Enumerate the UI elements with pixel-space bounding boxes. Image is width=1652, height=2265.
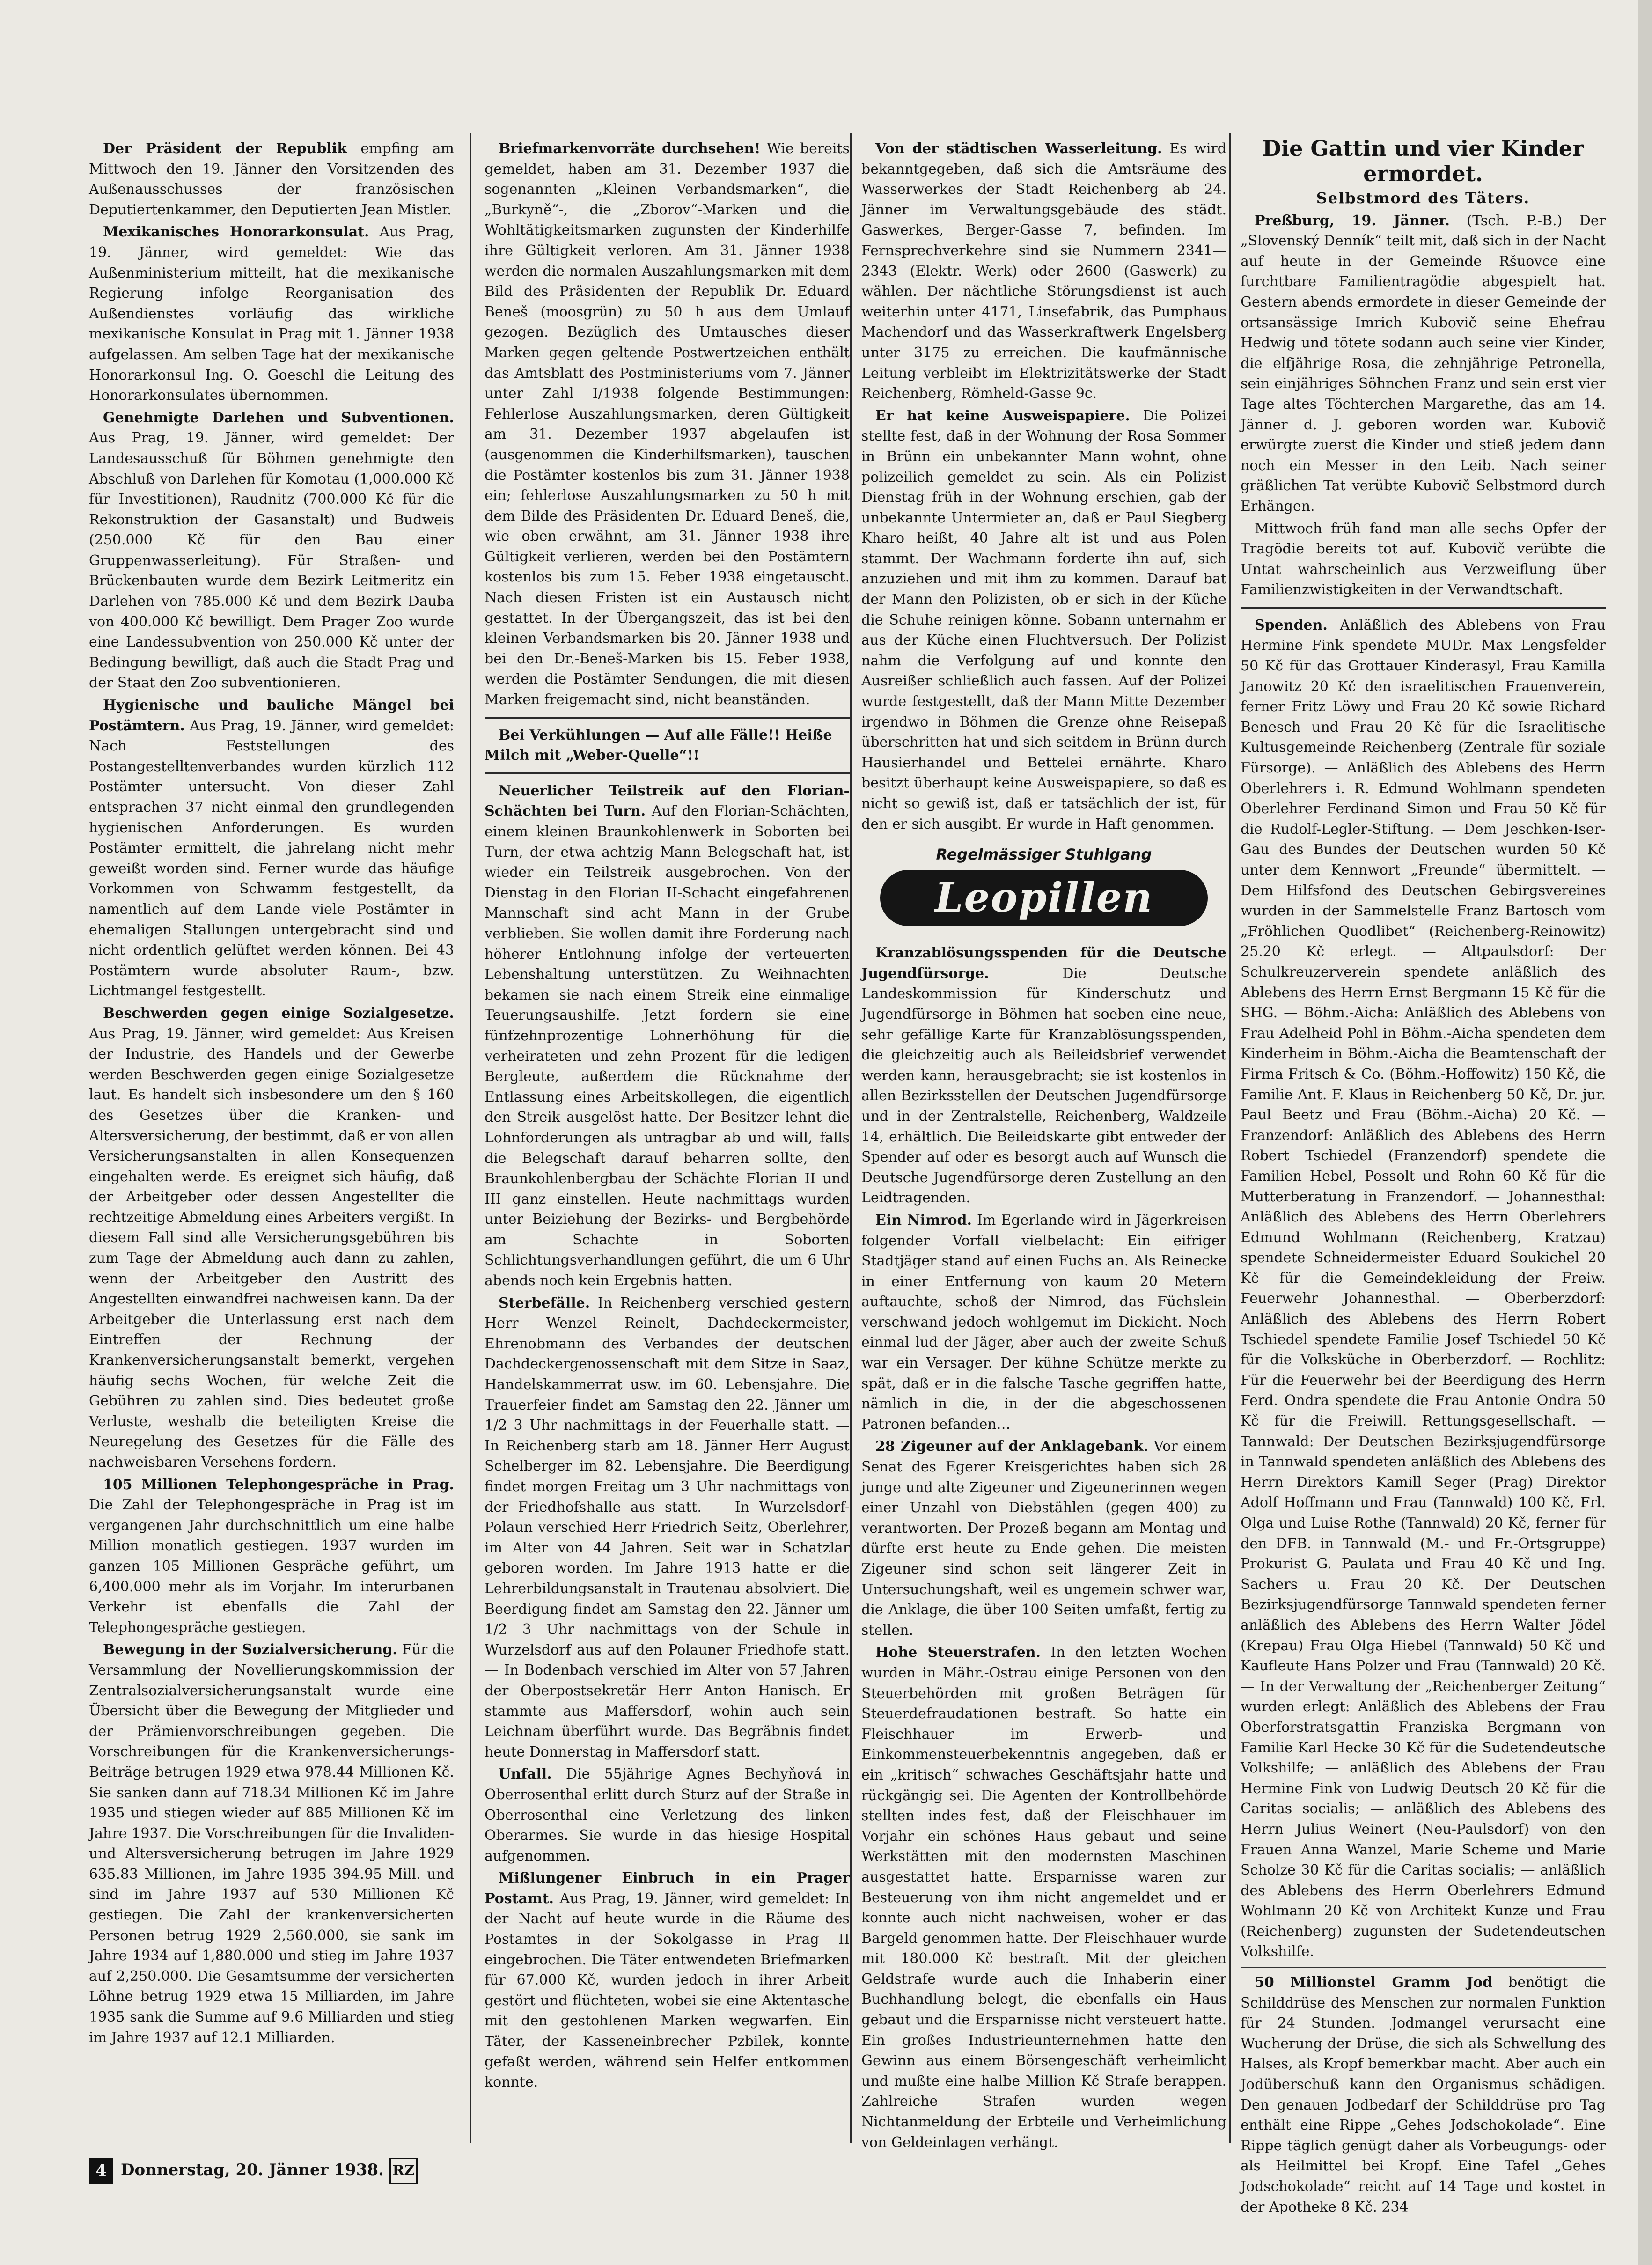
article <box>89 222 454 405</box>
article <box>861 406 1226 834</box>
article-headline: Spenden. <box>1255 617 1328 633</box>
column-4 <box>1241 136 1606 2215</box>
article-headline: 28 Zigeuner auf der Anklagebank. <box>875 1438 1149 1455</box>
advertisement-note: Bei Verkühlungen — Auf alle Fälle!! Heiße Milch mit „Weber-Quelle“!! <box>485 727 832 764</box>
article <box>89 1475 454 1638</box>
article <box>1241 1972 1606 2217</box>
ad-code: 234 <box>1381 2199 1409 2215</box>
article-headline: 50 Millionstel Gramm Jod <box>1255 1974 1493 1991</box>
article-body: Für die Versammlung der Novellierungskommission der Zentralsozialversicherungsanstalt wurde eine Übersicht über die Bewegung der Mitglieder und der Prämienvorschreibungen gegeben. Die Vorschreibungen für die Krankenversicherungs-Beiträge betrugen 1929 etwa 978.44 Millionen Kč. Sie sanken dann auf 718.34 Millionen Kč im Jahre 1935 und stiegen wieder auf 885 Millionen Kč im Jahre 1937. Die Vorschreibungen für die Invaliden- und Altersversicherung betrugen im Jahre 1929 635.83 Millionen, im Jahre 1935 394.95 Mill. und sind im Jahre 1937 auf 530 Millionen Kč gestiegen. Die Zahl der krankenversicherten Personen betrug 1929 2,560.000, sie sank im Jahre 1934 auf 1,880.000 und stieg im Jahre 1937 auf 2,250.000. Die Gesamtsumme der versicherten Löhne betrug 1929 etwa 15 Milliarden, im Jahre 1935 sank die Summe auf 9.6 Milliarden und stieg im Jahre 1937 auf 12.1 Milliarden. <box>89 1641 454 2046</box>
column-rule <box>470 133 471 2143</box>
page-footer <box>89 2156 473 2184</box>
article-headline: Neuerlicher Teilstreik auf den Florian-Schächten bei Turn. <box>485 782 850 820</box>
article-body: Es wird bekanntgegeben, daß sich die Amtsräume des Wasserwerkes der Stadt Reichenberg ab 24. Jänner im Verwaltungsgebäude des städt. Gaswerkes, Berger-Gasse 7, befinden. Im Fernsprechverkehre sind sie Nummern 2341—2343 (Elektr. Werk) oder 2600 (Gaswerk) zu wählen. Der nächtliche Störungsdienst ist auch weiterhin unter 4171, Linsefabrik, das Pumphaus Machendorf und das Wasserkraftwerk Engelsberg unter 3175 zu erreichen. Die kaufmännische Leitung verbleibt im Elektrizitätswerke der Stadt Reichenberg, Römheld-Gasse 9c. <box>861 140 1226 402</box>
article-headline: Ein Nimrod. <box>875 1212 972 1228</box>
article-body: Auf den Florian-Schächten, einem kleinen Braunkohlenwerk in Soborten bei Turn, der etwa achtzig Mann Belegschaft hat, ist wieder ein Teilstreik ausgebrochen. Von der Dienstag in den Florian II-Schacht eingefahrenen Mannschaft sind acht Mann in der Grube verblieben. Sie wollen damit ihre Forderung nach höherer Entlohnung infolge der verteuerten Lebenshaltung unterstützen. Zu Weihnachten bekamen sie nach einem Streik eine einmalige Teuerungsaushilfe. Jetzt fordern sie eine fünfzehnprozentige Lohnerhöhung für die verheirateten und zehn Prozent für die ledigen Bergleute, außerdem die Rücknahme der Entlassung eines Arbeitskollegen, die eigentlich den Streik ausgelöst hatte. Der Besitzer lehnt die Lohnforderungen als untragbar ab und will, falls die Belegschaft darauf beharren sollte, den Braunkohlenbergbau der Schächte Florian II und III ganz einstellen. Heute nachmittags wurden unter Beiziehung der Bezirks- und Bergbehörde am Schachte in Soborten Schlichtungsverhandlungen geführt, die um 6 Uhr abends noch kein Ergebnis hatten. <box>485 803 850 1289</box>
divider <box>485 717 850 719</box>
page-edge <box>1638 0 1652 2265</box>
article-body: Im Egerlande wird in Jägerkreisen folgender Vorfall vielbelacht: Ein eifriger Stadtjäger stand auf einen Fuchs an. Als Reinecke in einer Entfernung von kaum 20 Metern auftauchte, schoß der Nimrod, das Füchslein verschwand jedoch wohlgemut im Dickicht. Noch einmal lud der Jäger, aber auch der zweite Schuß war ein Versager. Der kühne Schütze merkte zu spät, daß er in die falsche Tasche gegriffen hatte, nämlich in die, in der die abgeschossenen Patronen befanden… <box>861 1212 1226 1433</box>
article <box>89 1640 454 2048</box>
article <box>89 1003 454 1473</box>
article-body: empfing am Mittwoch den 19. Jänner den Vorsitzenden des Außenausschusses der französischen Deputiertenkammer, den Deputierten Jean Mistler. <box>89 140 454 218</box>
article-body: In Reichenberg verschied gestern Herr Wenzel Reinelt, Dachdeckermeister, Ehrenobmann des Verbandes der deutschen Dachdeckergenossenschaft mit dem Sitze in Saaz, Handelskammerrat usw. im 60. Lebensjahre. Die Trauerfeier findet am Samstag den 22. Jänner um 1/2 3 Uhr nachmittags in der Feuerhalle statt. — In Reichenberg starb am 18. Jänner Herr August Schelberger im 82. Lebensjahre. Die Beerdigung findet morgen Freitag um 3 Uhr nachmittags von der Friedhofshalle aus statt. — In Wurzelsdorf-Polaun verschied Herr Friedrich Seitz, Oberlehrer, im Alter von 44 Jahren. Seit war in Schatzlar geboren worden. Im Jahre 1913 hatte er die Lehrerbildungsanstalt in Trautenau absolviert. Die Beerdigung findet am Samstag den 22. Jänner um 1/2 3 Uhr nachmittags von der Schule in Wurzelsdorf aus auf den Polauner Friedhofe statt. — In Bodenbach verschied im Alter von 57 Jahren der Oberpostsekretär Herr Anton Hanisch. Er stammte aus Maffersdorf, wohin auch sein Leichnam überführt wurde. Das Begräbnis findet heute Donnerstag in Maffersdorf statt. <box>485 1294 850 1760</box>
article <box>485 1293 850 1763</box>
divider <box>1241 607 1606 609</box>
article <box>485 1868 850 2093</box>
article <box>861 1210 1226 1435</box>
article-body: (Tsch. P.-B.) Der „Slovenský Denník“ teilt mit, daß sich in der Nacht auf heute in der Gemeinde Ršuovce eine furchtbare Familientragödie abgespielt hat. Gestern abends ermordete in dieser Gemeinde der ortsansässige Imrich Kubovič seine Ehefrau Hedwig und tötete sodann auch seine vier Kinder, die elfjährige Rosa, die zehnjährige Petronella, sein einjähriges Söhnchen Franz und sein erst vier Tage altes Töchterchen Margarethe, das am 14. Jänner d. J. geboren worden war. Kubovič erwürgte zuerst die Kinder und stieß jedem dann noch ein Messer in den Leib. Nach seiner gräßlichen Tat verübte Kubovič Selbstmord durch Erhängen. <box>1241 212 1606 515</box>
article-headline: Hygienische und bauliche Mängel bei Postämtern. <box>89 697 454 734</box>
article-body: Die 55jährige Agnes Bechyňová in Oberrosenthal erlitt durch Sturz auf der Straße in Oberrosenthal eine Verletzung des linken Oberarmes. Sie wurde in das hiesige Hospital aufgenommen. <box>485 1766 850 1864</box>
article-body: In den letzten Wochen wurden in Mähr.-Ostrau einige Personen von den Steuerbehörden mit großen Beträgen für Steuerdefraudationen bestraft. So hatte ein Fleischhauer im Erwerb- und Einkommensteuerbekenntnis angegeben, daß er ein „kritisch“ schwaches Geschäftsjahr hatte und rückgängig sei. Die Agenten der Kontrollbehörde stellten indes fest, daß der Fleischhauer im Vorjahr ein schönes Haus gebaut und seine Werkstätten mit den modernsten Maschinen ausgestattet hatte. Ersparnisse waren zur Besteuerung von ihm nicht angemeldet und er konnte auch nicht nachweisen, woher er das Bargeld genommen hatte. Der Fleischhauer wurde mit 180.000 Kč bestraft. Mit der gleichen Geldstrafe wurde auch die Inhaberin einer Buchhandlung belegt, die ebenfalls ein Haus gebaut und die Ersparnisse nicht versteuert hatte. Ein großes Industrieunternehmen hatte den Gewinn aus einem Börsengeschäft verheimlicht und mußte eine halbe Million Kč Strafe berappen. Zahlreiche Strafen wurden wegen Nichtanmeldung der Erbteile und Verheimlichung von Geldeinlagen verhängt. <box>861 1644 1226 2151</box>
article <box>89 695 454 1001</box>
article-headline: Unfall. <box>499 1766 552 1783</box>
article-body: Anläßlich des Ablebens von Frau Hermine Fink spendete MUDr. Max Lengsfelder 50 Kč für das Grottauer Kinderasyl, Frau Kamilla Janowitz 20 Kč den israelitischen Frauenverein, ferner Fritz Löwy und Frau 20 Kč sowie Richard Benesch und Frau 20 Kč für die Israelitische Kultusgemeinde Reichenberg (Zentrale für soziale Fürsorge). — Anläßlich des Ablebens des Herrn Oberlehrers i. R. Edmund Wohlmann spendeten Oberlehrer Ferdinand Simon und Frau 50 Kč für die Rudolf-Legler-Stiftung. — Dem Jeschken-Iser-Gau des Bundes der Deutschen wurden 50 Kč unter dem Kennwort „Freunde“ übermittelt. — Dem Hilfsfond des Deutschen Gebirgsvereines wurden in der Sammelstelle Franz Bartosch vom „Fröhlichen Quodlibet“ (Reichenberg-Reinowitz) 25.20 Kč erlegt. — Altpaulsdorf: Der Schulkreuzerverein spendete anläßlich des Ablebens des Herrn Ernst Bergmann 15 Kč für die SHG. — Böhm.-Aicha: Anläßlich des Ablebens von Frau Adelheid Pohl in Böhm.-Aicha spendeten dem Kinderheim in Böhm.-Aicha die Beamtenschaft der Firma Fritsch & Co. (Böhm.-Hoffowitz) 150 Kč, die Familie Ant. F. Klaus in Reichenberg 50 Kč, Dr. jur. Paul Beetz und Frau (Böhm.-Aicha) 20 Kč. — Franzendorf: Anläßlich des Ablebens des Herrn Robert Tschiedel (Franzendorf) spendete die Familien Hebel, Possolt und Rohn 60 Kč für die Mutterberatung in Franzendorf. — Johannesthal: Anläßlich des Ablebens des Herrn Oberlehrers Edmund Wohlmann (Reichenberg, Kratzau) spendete Schneidermeister Eduard Soukichel 20 Kč für die Gemeindekleidung der Freiw. Feuerwehr Johannesthal. — Oberberzdorf: Anläßlich des Ablebens des Herrn Robert Tschiedel spendete Familie Josef Tschiedel 50 Kč für die Volksküche in Oberberzdorf. — Rochlitz: Für die Feuerwehr bei der Beerdigung des Herrn Ferd. Ondra spendete die Frau Antonie Ondra 50 Kč für die Freiwill. Rettungsgesellschaft. — Tannwald: Der Deutschen Bezirksjugendfürsorge in Tannwald spendeten anläßlich des Ablebens des Herrn Direktors Kamill Seger (Prag) Direktor Adolf Hoffmann und Frau (Tannwald) 100 Kč, Frl. Olga und Luise Rothe (Tannwald) 20 Kč, ferner für den DFB. in Tannwald (M.- und Fr.-Ortsgruppe) Prokurist G. Paulata und Frau 40 Kč und Ing. Sachers u. Frau 20 Kč. Der Deutschen Bezirksjugendfürsorge Tannwald spendeten ferner anläßlich des Ablebens des Herrn Walter Jödel (Krepau) Frau Olga Hiebel (Tannwald) 50 Kč und Kaufleute Hans Polzer und Frau (Tannwald) 20 Kč. — In der Verwaltung der „Reichenberger Zeitung“ wurden erlegt: Anläßlich des Ablebens der Frau Oberforstratsgattin Franziska Bergmann von Familie Karl Hecke 30 Kč für die Sudetendeutsche Volkshilfe; — anläßlich des Ablebens der Frau Hermine Fink von Ludwig Deutsch 20 Kč für die Caritas socialis; — anläßlich des Ablebens des Herrn Julius Weinert (Neu-Paulsdorf) von den Frauen Anna Wanzel, Marie Scheme und Marie Scholze 30 Kč für die Caritas socialis; — anläßlich des Ablebens des Herrn Oberlehrers Edmund Wohlmann 20 Kč von Architekt Kunze und Frau (Reichenberg) zugunsten der Sudetendeutschen Volkshilfe. <box>1241 617 1606 1960</box>
column-rule <box>850 133 852 2143</box>
page-number: 4 <box>89 2158 113 2184</box>
article-headline: Hohe Steuerstrafen. <box>875 1644 1041 1661</box>
article-body: Aus Prag, 19. Jänner, wird gemeldet: Der Landesausschuß für Böhmen genehmigte den Abschluß von Darlehen für Komotau (1,000.000 Kč für Investitionen), Raudnitz (700.000 Kč für die Rekonstruktion der Gasanstalt) und Budweis (250.000 Kč für den Bau einer Gruppenwasserleitung). Für Straßen- und Brückenbauten wurde dem Bezirk Leitmeritz ein Darlehen von 785.000 Kč und dem Bezirk Dauba von 400.000 Kč bewilligt. Dem Prager Zoo wurde eine Landessubvention von 250.000 Kč unter der Bedingung bewilligt, daß auch die Stadt Prag und der Staat den Zoo subventionieren. <box>89 430 454 691</box>
article-headline: Genehmigte Darlehen und Subventionen. <box>103 409 454 426</box>
article-body: benötigt die Schilddrüse des Menschen zur normalen Funktion für 24 Stunden. Jodmangel verursacht eine Wucherung der Drüse, die sich als Schwellung des Halses, als Kropf bemerkbar macht. Aber auch ein Jodüberschuß kann den Organismus schädigen. Den genauen Jodbedarf der Schilddrüse pro Tag enthält eine Rippe „Gehes Jodschokolade“. Eine Rippe täglich genügt daher als Vorbeugungs- oder als Heilmittel bei Kropf. Eine Tafel „Gehes Jodschokolade“ reicht auf 14 Tage und kostet in der Apotheke 8 Kč. <box>1241 1974 1606 2215</box>
sub-headline: Selbstmord des Täters. <box>1316 189 1530 207</box>
column-rule <box>1229 133 1231 2143</box>
article-headline: Kranzablösungsspenden für die Deutsche Jugendfürsorge. <box>861 945 1226 982</box>
article <box>861 139 1226 404</box>
article <box>485 139 850 710</box>
main-headline: Die Gattin und vier Kinder ermordet. <box>1262 136 1584 186</box>
issue-date: Donnerstag, 20. Jänner 1938. <box>121 2161 384 2179</box>
article-paragraph: Mittwoch früh fand man alle sechs Opfer der Tragödie bereits tot auf. Kubovič verübte die Untat wahrscheinlich aus Verzweiflung über Familienzwistigkeiten in der Verwandtschaft. <box>1241 520 1606 598</box>
article <box>1241 211 1606 517</box>
ad-tagline: Regelmässiger Stuhlgang <box>936 846 1152 864</box>
leopillen-advertisement <box>866 845 1222 934</box>
article-headline: Sterbefälle. <box>499 1294 590 1311</box>
article <box>861 1436 1226 1640</box>
article-headline: Mißlungener Einbruch in ein Prager Postamt. <box>485 1870 850 1907</box>
article-headline: Mexikanisches Honorarkonsulat. <box>103 224 369 241</box>
article-body: Die Zahl der Telephongespräche in Prag ist im vergangenen Jahr durchschnittlich um eine halbe Million monatlich gestiegen. 1937 wurden im ganzen 105 Millionen Gespräche geführt, um 6,400.000 mehr als im Vorjahr. Im interurbanen Verkehr ist ebenfalls die Zahl der Telephongespräche gestiegen. <box>89 1497 454 1636</box>
article-headline: 105 Millionen Telephongespräche in Prag. <box>103 1476 454 1493</box>
column-3 <box>861 136 1226 2151</box>
column-2 <box>485 136 850 2148</box>
article-headline: Bewegung in der Sozialversicherung. <box>103 1641 397 1658</box>
article <box>861 1642 1226 2153</box>
article-headline: Beschwerden gegen einige Sozialgesetze. <box>103 1005 454 1022</box>
article-headline: Der Präsident der Republik <box>103 140 347 157</box>
article-headline: Briefmarkenvorräte durchsehen! <box>499 140 761 157</box>
article-body: Aus Prag, 19. Jänner, wird gemeldet: Aus Kreisen der Industrie, des Handels und der Gewerbe werden Beschwerden gegen einige Sozialgesetze laut. Es handelt sich insbesondere um den § 160 des Gesetzes über die Kranken- und Altersversicherung, der bestimmt, daß er von allen Versicherungsanstalten in allen Konsequenzen eingehalten werde. Es ereignet sich häufig, daß der Arbeitgeber oder dessen Angestellter die rechtzeitige Abmeldung eines Arbeiters vergißt. In diesem Fall sind alle Versicherungsgebühren bis zum Tage der Abmeldung auch dann zu zahlen, wenn der Arbeitgeber den Austritt des Angestellten einwandfrei nachweisen kann. Da der Arbeitgeber die Unterlassung erst nach dem Eintreffen der Rechnung der Krankenversicherungsanstalt bemerkt, vergehen häufig sechs Wochen, für welche Zeit die Gebühren zu zahlen sind. Dies bedeutet große Verluste, weshalb die beteiligten Kreise die Neuregelung des Gesetzes für die Fälle des nachweisbaren Versehens fordern. <box>89 1025 454 1471</box>
article-headline: Er hat keine Ausweispapiere. <box>875 407 1130 424</box>
ad-brand: Leopillen <box>880 870 1208 926</box>
article-headline: Von der städtischen Wasserleitung. <box>875 140 1162 157</box>
article-dateline: Preßburg, 19. Jänner. <box>1255 212 1450 229</box>
article <box>89 408 454 693</box>
article-body: Die Deutsche Landeskommission für Kinderschutz und Jugendfürsorge in Böhmen hat soeben eine neue, sehr gefällige Karte für Kranzablösungsspenden, die gleichzeitig auch als Beileidsbrief verwendet werden kann, herausgebracht; sie ist kostenlos in allen Bezirksstellen der Deutschen Jugendfürsorge und in der Zentralstelle, Reichenberg, Waldzeile 14, erhältlich. Die Beileidskarte gibt entweder der Spender auf oder es besorgt auch auf Wunsch die Deutsche Jugendfürsorge deren Zustellung an den Leidtragenden. <box>861 965 1226 1206</box>
newspaper-logo: RZ <box>389 2158 418 2184</box>
article <box>861 943 1226 1208</box>
article-body: Vor einem Senat des Egerer Kreisgerichtes haben sich 28 junge und alte Zigeuner und Zigeunerinnen wegen einer Unzahl von Diebstählen (gegen 400) zu verantworten. Der Prozeß begann am Montag und dürfte erst heute zu Ende gehen. Die meisten Zigeuner sind schon seit längerer Zeit in Untersuchungshaft, weil es ungemein schwer war, die Anklage, die über 100 Seiten umfaßt, fertig zu stellen. <box>861 1438 1226 1639</box>
article-body: Die Polizei stellte fest, daß in der Wohnung der Rosa Sommer in Brünn ein unbekannter Mann wohnt, ohne polizeilich gemeldet zu sein. Als ein Polizist Dienstag früh in der Wohnung erschien, gab der unbekannte Untermieter an, daß er Paul Siegberg Kharo heißt, 40 Jahre alt ist und aus Polen stammt. Der Wachmann forderte ihn auf, sich anzuziehen und mit ihm zu kommen. Darauf bat der Mann den Polizisten, ob er sich in der Küche die Schuhe reinigen könne. Sobann unternahm er aus der Küche einen Fluchtversuch. Der Polizist nahm die Verfolgung auf und konnte den Ausreißer schließlich auch fassen. Auf der Polizei wurde festgestellt, daß der Mann Mitte Dezember irgendwo in Böhmen die Grenze ohne Reisepaß überschritten hat und sich seitdem in Brünn durch Hausierhandel und Bettelei ernährte. Kharo besitzt überhaupt keine Ausweispapiere, so daß es nicht so gewiß ist, daß er tatsächlich der ist, für den er sich ausgibt. Er wurde in Haft genommen. <box>861 407 1226 832</box>
article <box>485 781 850 1291</box>
article <box>89 139 454 220</box>
divider <box>1241 1967 1606 1968</box>
article <box>485 1764 850 1866</box>
article-body: Aus Prag, 19. Jänner, wird gemeldet: Nach Feststellungen des Postangestelltenverbandes wurden kürzlich 112 Postämter untersucht. Von dieser Zahl entsprachen 37 nicht einmal den grundlegenden hygienischen Anforderungen. Es wurden Postämter ermittelt, die jahrelang nicht mehr geweißt worden sind. Ferner wurde das häufige Vorkommen von Schwamm festgestellt, da namentlich auf dem Lande viele Postämter in ehemaligen Stallungen untergebracht sind und nicht ordentlich gelüftet werden können. Bei 43 Postämtern wurde absoluter Raum-, bzw. Lichtmangel festgestellt. <box>89 717 454 1000</box>
article-body: Wie bereits gemeldet, haben am 31. Dezember 1937 die sogenannten „Kleinen Verbandsmarken“, die „Burkyně“-, die „Zborov“-Marken und die Wohltätigkeitsmarken zugunsten der Kinderhilfe ihre Gültigkeit verloren. Am 31. Jänner 1938 werden die normalen Auszahlungsmarken mit dem Bild des Präsidenten der Republik Dr. Eduard Beneš (moosgrün) zu 50 h aus dem Umlauf gezogen. Bezüglich des Umtausches dieser Marken gegen geltende Postwertzeichen enthält das Amtsblatt des Postministeriums vom 7. Jänner unter Zahl I/1938 folgende Bestimmungen: Fehlerlose Auszahlungsmarken, deren Gültigkeit am 31. Dezember 1937 abgelaufen ist (ausgenommen die Kinderhilfsmarken), tauschen die Postämter kostenlos bis zum 31. Jänner 1938 ein; fehlerlose Auszahlungsmarken zu 50 h mit dem Bilde des Präsidenten Dr. Eduard Beneš, die, wie oben erwähnt, am 31. Jänner 1938 ihre Gültigkeit verlieren, werden bei den Postämtern kostenlos bis zum 15. Feber 1938 eingetauscht. Nach diesen Fristen ist ein Austausch nicht gestattet. In der Übergangszeit, das ist bei den kleinen Verbandsmarken bis 20. Jänner 1938 und bei den Dr.-Beneš-Marken bis 15. Feber 1938, werden die Postämter Sendungen, die mit diesen Marken freigemacht sind, nicht beanständen. <box>485 140 850 708</box>
divider <box>485 772 850 774</box>
article <box>1241 615 1606 1962</box>
article-body: Aus Prag, 19. Jänner, wird gemeldet: Wie das Außenministerium mitteilt, hat die mexikanische Regierung infolge Reorganisation des Außendienstes vorläufig das wirkliche mexikanische Konsulat in Prag mit 1. Jänner 1938 aufgelassen. Am selben Tage hat der mexikanische Honorarkonsul Ing. O. Goeschl die Leitung des Honorarkonsulates übernommen. <box>89 224 454 404</box>
column-1 <box>89 136 454 2148</box>
article-body: Aus Prag, 19. Jänner, wird gemeldet: In der Nacht auf heute wurde in die Räume des Postamtes in der Sokolgasse in Prag II eingebrochen. Die Täter entwendeten Briefmarken für 67.000 Kč, wurden jedoch in ihrer Arbeit gestört und flüchteten, wobei sie eine Aktentasche mit den gestohlenen Marken wegwarfen. Ein Täter, der Kasseneinbrecher Pzbilek, konnte gefaßt werden, während sein Helfer entkommen konnte. <box>485 1890 850 2091</box>
